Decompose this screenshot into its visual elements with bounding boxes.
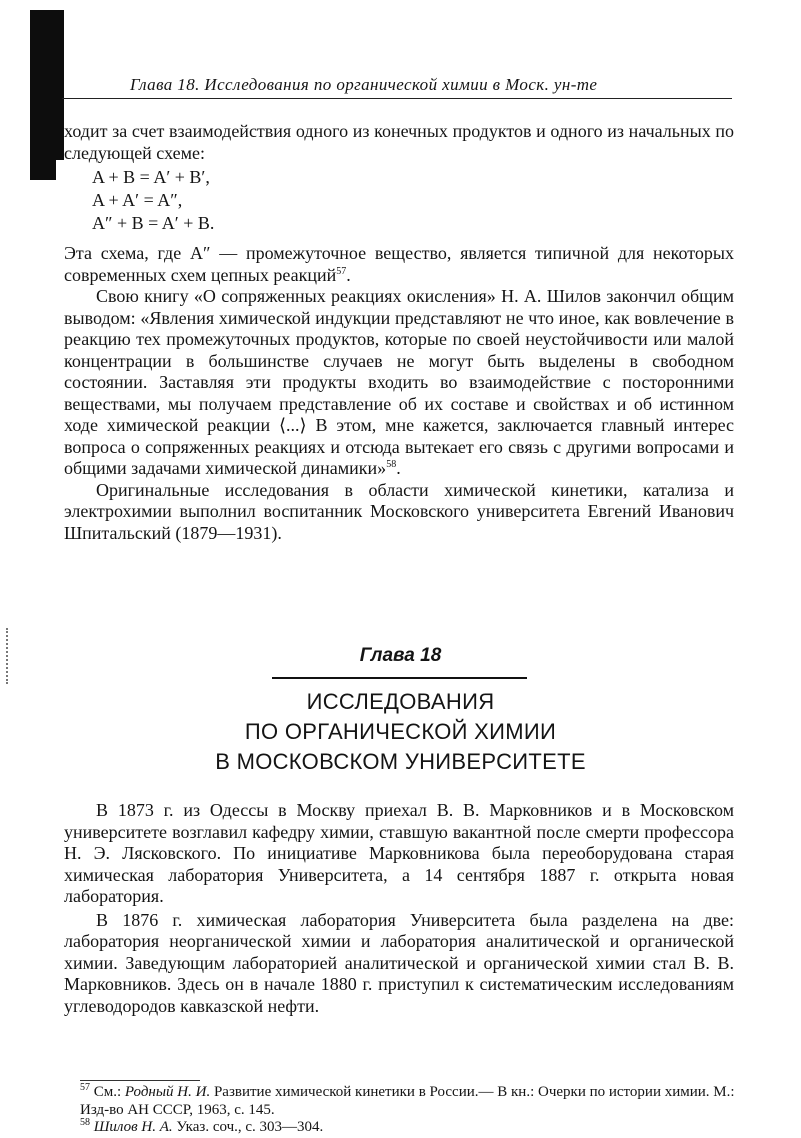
formula-line: A + B = A′ + B′, [92, 167, 210, 187]
footnote-author: Шилов Н. А. [93, 1119, 173, 1135]
running-head: Глава 18. Исследования по органической химии в Моск. ун-те [130, 75, 598, 94]
formula-line: A + A′ = A″, [92, 190, 183, 210]
footnote-mark: 57 [80, 1082, 90, 1093]
paragraph-scheme [64, 243, 734, 286]
formula-line: A″ + B = A′ + B. [92, 213, 215, 233]
chapter-label: Глава 18 [359, 645, 442, 666]
footnote-prefix: См.: [93, 1084, 125, 1100]
chapter-title [0, 687, 801, 777]
chapter-rule [272, 677, 527, 679]
paragraph-end: . [346, 264, 351, 285]
body-text-lower [64, 800, 734, 1017]
paragraph-end: . [396, 458, 401, 478]
footnote-text: Указ. соч., с. 303—304. [172, 1119, 324, 1135]
paragraph-1873: В 1873 г. из Одессы в Москву приехал В. В. Марковников и в Московском университете возглавил кафедру химии, ставшую вакантной после смерти профессора Н. Э. Лясковского. По инициативе Марковникова была переоборудована старая химическая лаборатория Университета, а 14 сентября 1887 г. открыта новая лаборатория. [64, 800, 734, 906]
chapter-title-line: ИССЛЕДОВАНИЯ [306, 689, 495, 714]
paragraph-shpitalsky: Оригинальные исследования в области химической кинетики, катализа и электрохимии выполнил воспитанник Московского университета Евгений Иванович Шпитальский (1879—1931). [64, 479, 734, 543]
footnote-text: Развитие химической кинетики в России.— В кн.: Очерки по истории химии. М.: Изд-во АН СССР, 1963, с. 145. [80, 1084, 735, 1118]
footnote-author: Родный Н. И. [124, 1084, 211, 1100]
chapter-title-line: ПО ОРГАНИЧЕСКОЙ ХИМИИ [244, 719, 557, 744]
paragraph-1876: В 1876 г. химическая лаборатория Университета была разделена на две: лаборатория неорганической химии и лаборатория аналитической и органической химии. Заведующим лабораторией аналитической и органической химии стал В. В. Марковников. Здесь он в начале 1880 г. приступил к систематическим исследованиям углеводородов кавказской нефти. [64, 909, 734, 1016]
running-head-rule [62, 98, 732, 99]
footnotes [80, 1084, 736, 1137]
footnote-rule [80, 1080, 200, 1081]
footnote-ref[interactable]: 57 [336, 265, 347, 277]
paragraph-scheme-text: Эта схема, где A″ — промежуточное вещество, является типичной для некоторых современных схем цепных реакций [64, 243, 734, 285]
footnote-mark: 58 [80, 1117, 90, 1128]
paragraph-shilov [64, 286, 734, 480]
reaction-scheme [92, 166, 214, 235]
scan-shadow [30, 10, 64, 160]
top-paragraph-block [64, 121, 734, 164]
chapter-title-line: В МОСКОВСКОМ УНИВЕРСИТЕТЕ [215, 749, 586, 774]
body-text-upper [64, 243, 734, 544]
footnote-ref[interactable]: 58 [386, 459, 397, 470]
top-paragraph: ходит за счет взаимодействия одного из конечных продуктов и одного из начальных по следующей схеме: [64, 121, 734, 163]
paragraph-shilov-text: Свою книгу «О сопряженных реакциях окисления» Н. А. Шилов закончил общим выводом: «Явления химической индукции представляют не что иное, как вовлечение в реакцию тех промежуточных продуктов, которые по своей неустойчивости или малой концентрации в большинстве случаев не могут быть выделены в свободном состоянии. Заставляя эти продукты входить во взаимодействие с посторонними веществами, мы получаем представление об их составе и свойствах и об истинном ходе химической реакции ⟨...⟩ В этом, мне кажется, заключается главный интерес вопроса о сопряженных реакциях и отсюда вытекает его связь с другими вопросами и общими задачами химической динамики» [64, 286, 734, 478]
footnote-57 [80, 1084, 736, 1119]
scan-shadow-lower [30, 150, 56, 180]
footnote-58 [80, 1119, 736, 1137]
